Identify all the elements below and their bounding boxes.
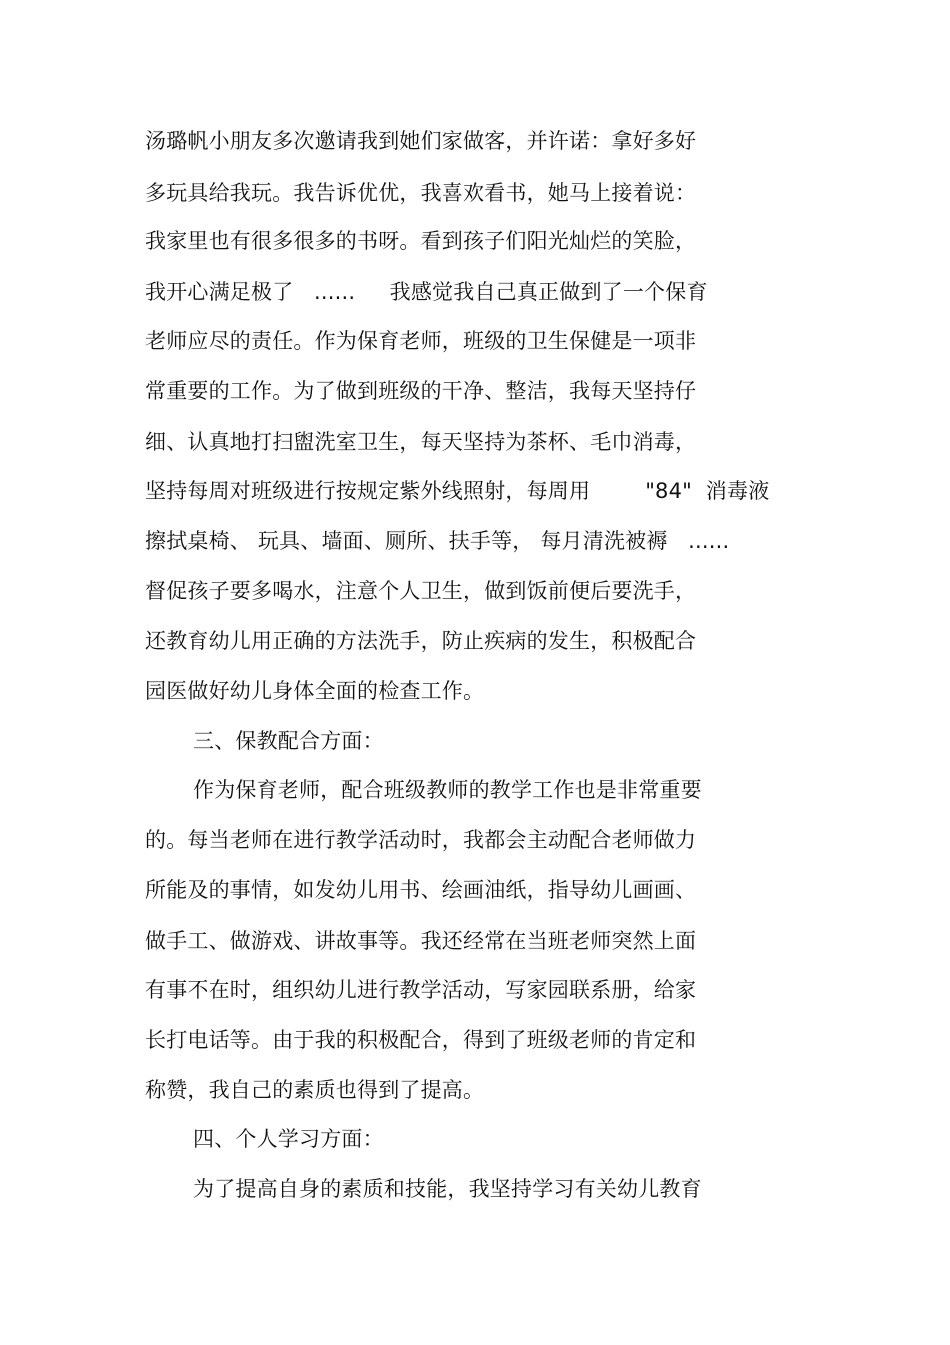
- text-line: 细、认真地打扫盥洗室卫生，每天坚持为茶杯、毛巾消毒，: [145, 430, 697, 454]
- text-line: 还教育幼儿用正确的方法洗手，防止疾病的发生，积极配合: [145, 629, 697, 653]
- text-line: 坚持每周对班级进行按规定紫外线照射，每周用 "84" 消毒液: [145, 479, 770, 503]
- text-line: 汤璐帆小朋友多次邀请我到她们家做客，并许诺：拿好多好: [145, 129, 697, 153]
- text-line: 我家里也有很多很多的书呀。看到孩子们阳光灿烂的笑脸，: [145, 229, 697, 253]
- text-line: 的。每当老师在进行教学活动时，我都会主动配合老师做力: [145, 828, 697, 852]
- text-line: 园医做好幼儿身体全面的检查工作。: [145, 679, 485, 703]
- text-line: 老师应尽的责任。作为保育老师，班级的卫生保健是一项非: [145, 329, 697, 353]
- text-line: 我开心满足极了 ...... 我感觉我自己真正做到了一个保育: [145, 280, 708, 304]
- paragraph-first-line: 为了提高自身的素质和技能，我坚持学习有关幼儿教育: [193, 1177, 702, 1201]
- text-line: 督促孩子要多喝水，注意个人卫生，做到饭前便后要洗手，: [145, 579, 697, 603]
- text-line: 所能及的事情，如发幼儿用书、绘画油纸，指导幼儿画画、: [145, 878, 697, 902]
- text-line: 有事不在时，组织幼儿进行教学活动，写家园联系册，给家: [145, 978, 697, 1002]
- text-line: 长打电话等。由于我的积极配合，得到了班级老师的肯定和: [145, 1028, 697, 1052]
- paragraph-first-line: 作为保育老师，配合班级教师的教学工作也是非常重要: [193, 778, 702, 802]
- text-line: 常重要的工作。为了做到班级的干净、整洁，我每天坚持仔: [145, 379, 697, 403]
- text-line: 做手工、做游戏、讲故事等。我还经常在当班老师突然上面: [145, 929, 697, 953]
- section-heading: 四、个人学习方面：: [193, 1127, 384, 1151]
- text-line: 多玩具给我玩。我告诉优优，我喜欢看书，她马上接着说：: [145, 181, 697, 205]
- text-line: 称赞，我自己的素质也得到了提高。: [145, 1078, 485, 1102]
- section-heading: 三、保教配合方面：: [193, 729, 384, 753]
- text-line: 擦拭桌椅、 玩具、墙面、厕所、扶手等， 每月清洗被褥 ......: [145, 529, 730, 553]
